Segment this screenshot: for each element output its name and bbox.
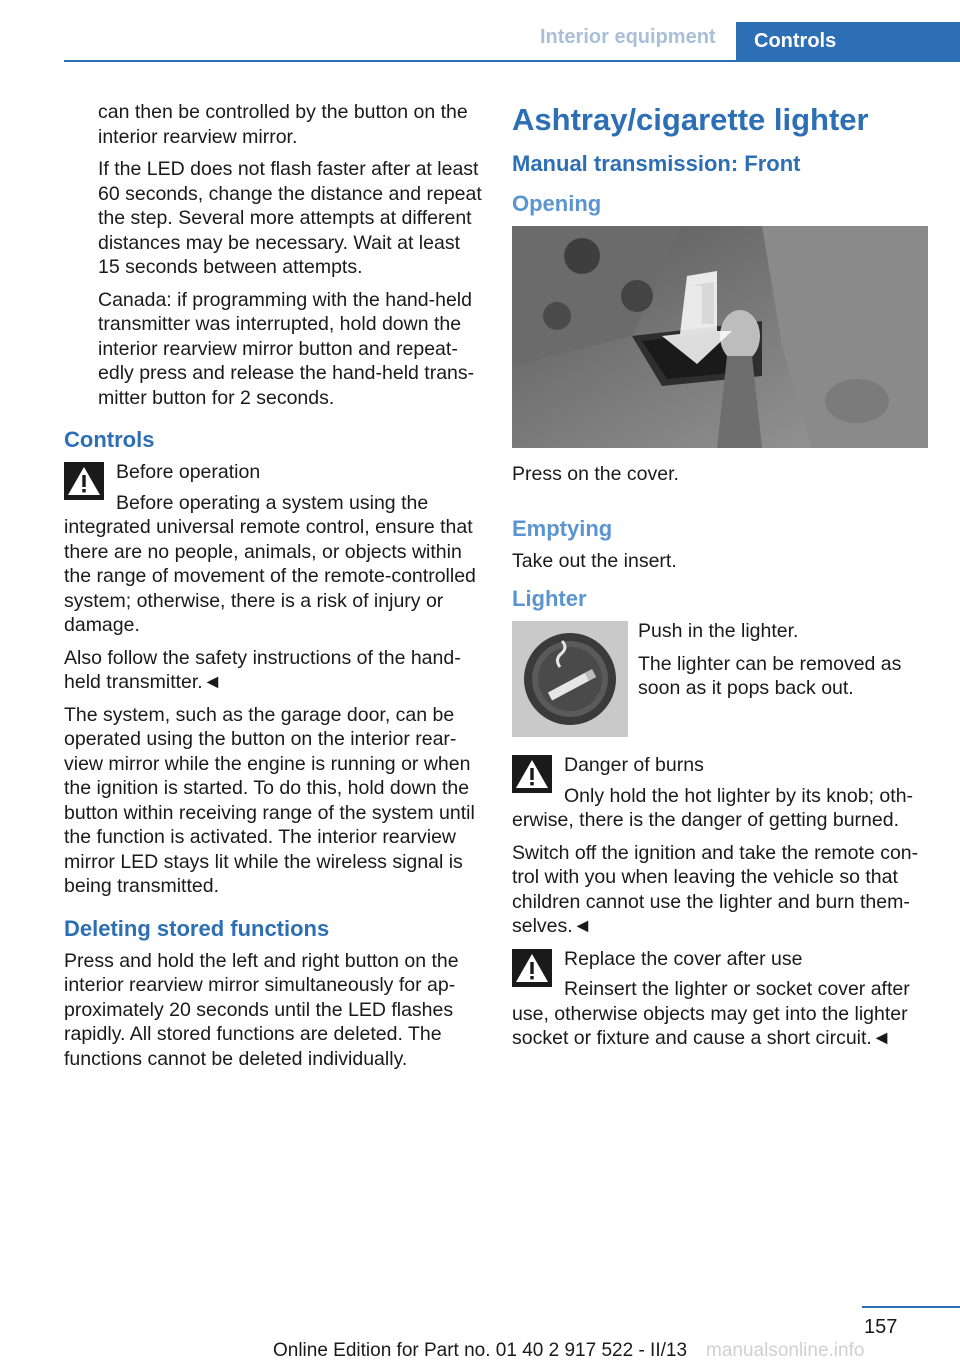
warning-text: Before operating a system using the integrated universal remote control, ensure that there are no people, animals, or objects within the range of movement of the remote-controlled system; otherwise, there is a risk of injury or damage. bbox=[64, 491, 476, 636]
page-number: 157 bbox=[864, 1316, 898, 1338]
section-tab[interactable]: Interior equipment bbox=[540, 26, 716, 48]
footer-rule bbox=[862, 1306, 960, 1308]
deleting-heading: Deleting stored functions bbox=[64, 915, 330, 941]
lighter-heading: Lighter bbox=[512, 586, 587, 611]
console-photo bbox=[512, 226, 928, 448]
paragraph: Switch off the ignition and take the remote con-trol with you when leaving the vehicle so that children cannot use the lighter and burn them-selves.◄ bbox=[512, 841, 919, 937]
paragraph: Push in the lighter. bbox=[638, 620, 799, 642]
lighter-block bbox=[512, 619, 930, 745]
paragraph: Canada: if programming with the hand-held transmitter was interrupted, hold down the interior rearview mirror button and repeat-edly press and release the hand-held trans-mitter button for 2 seconds. bbox=[98, 288, 475, 409]
emptying-heading: Emptying bbox=[512, 515, 613, 541]
paragraph: The lighter can be removed as soon as it pops back out. bbox=[638, 652, 902, 699]
warning-text: Reinsert the lighter or socket cover after use, otherwise objects may get into the lighter socket or fixture and cause a short circuit.◄ bbox=[512, 978, 910, 1049]
paragraph: can then be controlled by the button on the interior rearview mirror. bbox=[98, 101, 468, 148]
warning-icon bbox=[512, 949, 552, 987]
paragraph: Also follow the safety instructions of the hand-held transmitter.◄ bbox=[64, 646, 461, 693]
opening-heading: Opening bbox=[512, 191, 602, 216]
warning-icon bbox=[64, 462, 104, 500]
paragraph: Press on the cover. bbox=[512, 463, 679, 485]
warning-icon bbox=[512, 755, 552, 793]
warning-text: Only hold the hot lighter by its knob; oth-erwise, there is the danger of getting burned. bbox=[512, 784, 914, 831]
warning-title: Replace the cover after use bbox=[564, 947, 803, 970]
footer-edition: Online Edition for Part no. 01 40 2 917 522 - II/13 bbox=[272, 1340, 688, 1361]
paragraph: The system, such as the garage door, can be operated using the button on the interior rear-view mirror while the engine is running or when the ignition is started. To do this, hold down the button within receiving range of the system until the function is activated. The interior rearview mirror LED stays lit while the wireless signal is being transmitted. bbox=[64, 703, 475, 897]
main-heading: Ashtray/cigarette lighter bbox=[512, 102, 869, 137]
warning-title: Before operation bbox=[116, 461, 261, 483]
warning-note bbox=[512, 753, 930, 833]
right-column bbox=[512, 100, 930, 1059]
cigarette-lighter-icon bbox=[512, 621, 628, 737]
chapter-tab[interactable]: Controls bbox=[736, 22, 960, 62]
header-rule bbox=[64, 60, 960, 62]
warning-note bbox=[64, 460, 482, 638]
page-header bbox=[0, 0, 960, 62]
controls-heading: Controls bbox=[64, 427, 155, 452]
watermark: manualsonline.info bbox=[706, 1340, 865, 1361]
paragraph: Take out the insert. bbox=[512, 549, 677, 572]
left-column bbox=[64, 100, 482, 1079]
sub-heading: Manual transmission: Front bbox=[512, 151, 801, 176]
paragraph: Press and hold the left and right button on the interior rearview mirror simultaneously for ap-proximately 20 seconds until the LED flashes rapidly. All stored functions are deleted. The functions cannot be deleted individually. bbox=[64, 949, 459, 1070]
warning-note bbox=[512, 947, 930, 1051]
paragraph: If the LED does not flash faster after at least 60 seconds, change the distance and repeat the step. Several more attempts at different distances may be necessary. Wait at least 15 seconds between attempts. bbox=[98, 158, 482, 278]
warning-title: Danger of burns bbox=[564, 754, 704, 776]
